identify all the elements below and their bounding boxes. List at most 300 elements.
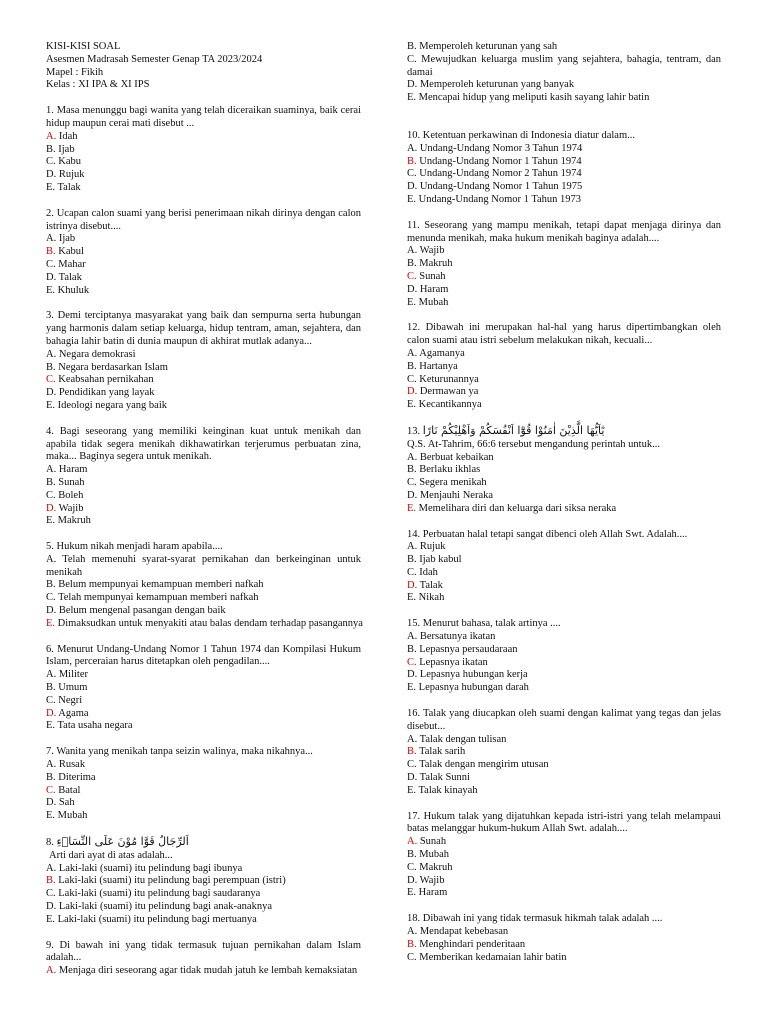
option-text: Laki-laki (suami) itu pelindung bagi perempuan (istri) xyxy=(58,875,286,887)
question-number: 15. xyxy=(407,618,421,630)
answer-option xyxy=(46,400,361,413)
answer-option xyxy=(46,515,361,528)
answer-option xyxy=(46,695,361,708)
answer-key-letter: D. xyxy=(46,502,57,514)
option-letter: A. xyxy=(46,553,57,565)
option-text: Makruh xyxy=(419,861,453,873)
option-text: Memperoleh keturunan yang sah xyxy=(419,41,558,52)
answer-option xyxy=(46,156,361,169)
option-letter: B. xyxy=(46,361,56,373)
answer-option xyxy=(407,503,721,516)
answer-option xyxy=(46,592,361,605)
option-text: Undang-Undang Nomor 2 Tahun 1974 xyxy=(419,168,582,180)
answer-option xyxy=(46,374,361,387)
question-text: Demi terciptanya masyarakat yang baik dan sempurna serta hubungan yang harmonis dalam setiap keluarga, hidup tentram, aman, sejahtera, dan bahagia lahir batin di dunia maupun di akhirat mutlak adanya... xyxy=(46,310,362,347)
option-text: Talak xyxy=(419,579,443,591)
option-text: Lepasnya persaudaraan xyxy=(419,643,518,655)
option-text: Kecantikannya xyxy=(418,399,482,411)
answer-key-letter: D. xyxy=(407,386,418,398)
question-stem xyxy=(46,541,361,554)
answer-key-letter: B. xyxy=(407,938,417,950)
option-letter: C. xyxy=(46,888,56,900)
option-letter: E. xyxy=(407,193,417,205)
answer-option xyxy=(407,54,721,80)
option-letter: E. xyxy=(407,399,417,411)
option-text: Mewujudkan keluarga muslim yang sejahtera, bahagia, tentram, dan damai xyxy=(407,53,722,78)
option-text: Wajib xyxy=(419,245,445,257)
exam-name: Asesmen Madrasah Semester Genap TA 2023/2024 xyxy=(46,53,263,65)
answer-key-letter: B. xyxy=(407,746,417,758)
option-text: Negara demokrasi xyxy=(58,348,136,360)
question-number: 2. xyxy=(46,207,54,219)
option-text: Belum mengenal pasangan dengan baik xyxy=(58,605,226,617)
answer-option xyxy=(407,734,721,747)
class-line: Kelas : XI IPA & XI IPS xyxy=(46,79,150,91)
answer-key-letter: C. xyxy=(407,656,417,668)
question-item xyxy=(46,426,361,528)
answer-option xyxy=(407,541,721,554)
option-text: Rujuk xyxy=(58,169,85,181)
question-item xyxy=(46,836,361,927)
answer-option xyxy=(407,143,721,156)
question-item xyxy=(46,746,361,823)
question-stem xyxy=(407,811,721,837)
option-text: Negara berdasarkan Islam xyxy=(58,361,168,373)
answer-option xyxy=(46,772,361,785)
answer-option xyxy=(46,272,361,285)
answer-option xyxy=(407,361,721,374)
answer-option xyxy=(407,836,721,849)
option-letter: D. xyxy=(407,283,418,295)
option-letter: D. xyxy=(46,901,57,913)
question-text: Dibawah ini yang tidak termasuk hikmah talak adalah .... xyxy=(422,913,663,925)
answer-option xyxy=(46,182,361,195)
answer-option xyxy=(407,79,721,92)
answer-key-letter: C. xyxy=(46,374,56,386)
question-number: 4. xyxy=(46,425,54,437)
answer-option xyxy=(46,233,361,246)
arabic-verse: اَلرِّجَالُ قَوَّا مُوْنَ عَلَى النِّسَاۤءِ xyxy=(56,835,189,849)
option-text: Lepasnya hubungan kerja xyxy=(419,669,528,681)
answer-option xyxy=(407,348,721,361)
option-text: Telah mempunyai kemampuan memberi nafkah xyxy=(58,592,259,604)
option-letter: D. xyxy=(407,489,418,501)
answer-option xyxy=(407,156,721,169)
question-text: Menurut bahasa, talak artinya .... xyxy=(422,618,561,630)
question-stem xyxy=(46,105,361,131)
option-text: Menghindari penderitaan xyxy=(419,938,526,950)
answer-option xyxy=(46,464,361,477)
question-stem xyxy=(407,130,721,143)
question-item xyxy=(407,811,721,901)
question-item xyxy=(407,220,721,310)
option-text: Talak dengan tulisan xyxy=(419,733,507,745)
answer-option xyxy=(407,875,721,888)
option-letter: C. xyxy=(407,759,417,771)
answer-option xyxy=(46,682,361,695)
answer-option xyxy=(407,567,721,580)
option-text: Laki-laki (suami) itu pelindung bagi anak-anaknya xyxy=(58,901,272,913)
option-text: Rusak xyxy=(58,759,86,771)
question-item xyxy=(407,425,721,516)
option-letter: A. xyxy=(46,862,57,874)
subject-line: Mapel : Fikih xyxy=(46,66,104,78)
answer-key-letter: B. xyxy=(46,246,56,258)
option-text: Haram xyxy=(58,464,88,476)
option-text: Pendidikan yang layak xyxy=(58,387,155,399)
answer-option xyxy=(407,452,721,465)
option-letter: A. xyxy=(46,348,57,360)
answer-option xyxy=(407,580,721,593)
option-text: Kabul xyxy=(58,246,84,258)
option-letter: C. xyxy=(407,951,417,963)
option-letter: C. xyxy=(407,477,417,489)
left-column xyxy=(46,41,361,978)
right-column xyxy=(407,41,721,964)
option-text: Laki-laki (suami) itu pelindung bagi mertuanya xyxy=(57,913,257,925)
question-text: Talak yang diucapkan oleh suami dengan kalimat yang tegas dan jelas disebut... xyxy=(407,708,721,732)
answer-key-letter: D. xyxy=(407,579,418,591)
answer-option xyxy=(407,92,721,105)
answer-option xyxy=(46,618,361,631)
option-text: Boleh xyxy=(58,489,84,501)
question-stem xyxy=(46,644,361,670)
answer-option xyxy=(46,349,361,362)
option-text: Agama xyxy=(58,707,89,719)
answer-option xyxy=(46,785,361,798)
answer-option xyxy=(407,785,721,798)
answer-option xyxy=(46,720,361,733)
question-stem xyxy=(46,940,361,966)
option-text: Keturunannya xyxy=(419,373,479,385)
answer-option xyxy=(407,194,721,207)
answer-key-letter: A. xyxy=(46,130,57,142)
answer-option xyxy=(46,169,361,182)
option-text: Negri xyxy=(58,694,83,706)
doc-title: KISI-KISI SOAL xyxy=(46,41,121,52)
option-letter: E. xyxy=(407,592,417,604)
option-text: Berbuat kebaikan xyxy=(419,451,494,463)
question-item xyxy=(407,913,721,964)
option-text: Telah memenuhi syarat-syarat pernikahan dan berkeinginan untuk menikah xyxy=(46,553,361,578)
option-text: Ideologi negara yang baik xyxy=(57,399,168,411)
question-item xyxy=(46,541,361,631)
answer-option xyxy=(407,464,721,477)
question-number: 8. xyxy=(46,837,54,849)
answer-key-letter: C. xyxy=(407,270,417,282)
option-text: Idah xyxy=(419,566,438,578)
answer-option xyxy=(407,657,721,670)
answer-option xyxy=(46,144,361,157)
question-verse-line xyxy=(407,425,721,439)
option-text: Haram xyxy=(418,887,448,899)
question-stem xyxy=(46,746,361,759)
answer-option xyxy=(407,297,721,310)
option-letter: D. xyxy=(407,669,418,681)
answer-key-letter: E. xyxy=(407,502,417,514)
answer-option xyxy=(407,258,721,271)
answer-key-letter: C. xyxy=(46,784,56,796)
option-text: Haram xyxy=(419,283,449,295)
option-letter: C. xyxy=(46,592,56,604)
answer-option xyxy=(407,862,721,875)
option-text: Ijab xyxy=(58,233,76,245)
option-letter: A. xyxy=(407,926,418,938)
question-item xyxy=(407,529,721,606)
option-text: Diterima xyxy=(58,771,96,783)
answer-option xyxy=(46,362,361,375)
question-number: 3. xyxy=(46,310,54,322)
question-text: Hukum nikah menjadi haram apabila.... xyxy=(56,541,223,553)
option-text: Lepasnya hubungan darah xyxy=(418,682,529,694)
option-text: Sunah xyxy=(419,270,446,282)
option-text: Ijab xyxy=(58,143,75,155)
question-stem: Q.S. At-Tahrim, 66:6 tersebut mengandung perintah untuk... xyxy=(407,438,660,450)
option-text: Mendapat kebebasan xyxy=(419,926,509,938)
option-letter: C. xyxy=(46,156,56,168)
option-letter: B. xyxy=(407,258,417,270)
option-text: Nikah xyxy=(418,592,445,604)
option-letter: A. xyxy=(407,733,418,745)
option-text: Memberikan kedamaian lahir batin xyxy=(419,951,567,963)
question-stem xyxy=(407,618,721,631)
answer-option xyxy=(46,669,361,682)
answer-key-letter: D. xyxy=(46,707,57,719)
option-text: Laki-laki (suami) itu pelindung bagi saudaranya xyxy=(58,888,261,900)
option-letter: E. xyxy=(46,810,56,822)
answer-option xyxy=(46,708,361,721)
answer-option xyxy=(407,181,721,194)
option-text: Memelihara diri dan keluarga dari siksa neraka xyxy=(418,502,617,514)
option-text: Undang-Undang Nomor 1 Tahun 1974 xyxy=(419,155,582,167)
answer-option xyxy=(46,285,361,298)
question-number: 17. xyxy=(407,810,421,822)
option-text: Talak xyxy=(58,271,82,283)
option-letter: C. xyxy=(407,566,417,578)
answer-option xyxy=(46,810,361,823)
option-letter: B. xyxy=(407,643,417,655)
option-letter: B. xyxy=(407,41,417,52)
answer-option xyxy=(407,759,721,772)
option-letter: A. xyxy=(46,759,57,771)
question-number: 1. xyxy=(46,105,54,117)
option-letter: A. xyxy=(46,233,57,245)
question-item xyxy=(46,208,361,298)
option-text: Talak Sunni xyxy=(419,772,470,784)
question-text: Di bawah ini yang tidak termasuk tujuan pernikahan dalam Islam adalah... xyxy=(46,939,361,964)
option-text: Menjauhi Neraka xyxy=(419,489,494,501)
option-letter: B. xyxy=(46,771,56,783)
option-text: Wajib xyxy=(58,502,84,514)
option-letter: D. xyxy=(46,797,57,809)
question-number: 12. xyxy=(407,322,421,334)
option-text: Dimaksudkan untuk menyakiti atau balas dendam terhadap pasangannya xyxy=(57,617,363,629)
option-text: Undang-Undang Nomor 1 Tahun 1973 xyxy=(418,193,582,205)
option-letter: D. xyxy=(46,387,57,399)
option-letter: B. xyxy=(46,682,56,694)
option-letter: C. xyxy=(46,489,56,501)
option-letter: B. xyxy=(407,554,417,566)
answer-option xyxy=(46,888,361,901)
option-letter: E. xyxy=(46,515,56,527)
question-item xyxy=(407,708,721,798)
question-number: 16. xyxy=(407,708,421,720)
question-stem xyxy=(46,208,361,234)
answer-option xyxy=(407,374,721,387)
answer-key-letter: A. xyxy=(46,965,57,977)
question-number: 5. xyxy=(46,541,54,553)
option-letter: C. xyxy=(407,373,417,385)
option-letter: A. xyxy=(407,541,418,553)
question-number: 10. xyxy=(407,129,421,141)
answer-option xyxy=(46,387,361,400)
option-letter: A. xyxy=(407,347,418,359)
answer-option xyxy=(407,554,721,567)
answer-key-letter: E. xyxy=(46,617,56,629)
question-item xyxy=(46,310,361,412)
option-letter: E. xyxy=(46,399,56,411)
answer-option xyxy=(46,965,361,978)
option-letter: D. xyxy=(46,169,57,181)
answer-key-letter: B. xyxy=(46,875,56,887)
answer-option xyxy=(407,477,721,490)
option-text: Mubah xyxy=(418,296,449,308)
option-text: Sunah xyxy=(419,836,447,848)
answer-option xyxy=(46,490,361,503)
question-text: Bagi seseorang yang memiliki keinginan kuat untuk menikah dan apabila tidak segera menikah dikhawatirkan terjerumus perbuatan zina, maka... Baginya segera untuk menikah. xyxy=(46,425,361,463)
option-letter: D. xyxy=(407,772,418,784)
option-text: Talak dengan mengirim utusan xyxy=(419,759,549,771)
option-text: Hartanya xyxy=(419,360,458,372)
question-item xyxy=(46,940,361,978)
answer-option xyxy=(407,772,721,785)
option-text: Kabu xyxy=(58,156,82,168)
option-letter: A. xyxy=(407,451,418,463)
answer-option xyxy=(46,554,361,580)
answer-option xyxy=(407,682,721,695)
question-item xyxy=(407,322,721,412)
option-text: Lepasnya ikatan xyxy=(419,656,488,668)
option-text: Segera menikah xyxy=(419,477,487,489)
option-letter: B. xyxy=(407,464,417,476)
option-text: Mahar xyxy=(58,258,86,270)
question-text: Ucapan calon suami yang berisi penerimaan nikah dirinya dengan calon istrinya disebut.... xyxy=(46,207,361,232)
answer-key-letter: B. xyxy=(407,155,417,167)
option-text: Berlaku ikhlas xyxy=(419,464,481,476)
answer-option xyxy=(407,939,721,952)
option-text: Batal xyxy=(58,784,81,796)
answer-option xyxy=(407,245,721,258)
option-text: Menjaga diri seseorang agar tidak mudah jatuh ke lembah kemaksiatan xyxy=(58,965,358,977)
option-text: Militer xyxy=(58,669,89,681)
option-text: Belum mempunyai kemampuan memberi nafkah xyxy=(58,579,264,591)
question-text: Seseorang yang mampu menikah, tetapi dapat menjaga dirinya dan menunda menikah, maka hukum menikah baginya adalah.... xyxy=(407,219,721,244)
question-number: 6. xyxy=(46,643,54,655)
question-stem xyxy=(407,529,721,542)
answer-option xyxy=(46,605,361,618)
question-stem xyxy=(46,310,361,348)
answer-option xyxy=(407,386,721,399)
option-letter: E. xyxy=(46,284,56,296)
option-text: Makruh xyxy=(57,515,91,527)
question-stem xyxy=(407,913,721,926)
question-verse-line xyxy=(46,836,361,850)
option-text: Ijab kabul xyxy=(419,554,462,566)
question-number: 18. xyxy=(407,913,421,925)
option-letter: A. xyxy=(407,631,418,643)
question-9-continuation xyxy=(407,41,721,105)
option-letter: D. xyxy=(407,181,418,193)
option-letter: B. xyxy=(407,360,417,372)
answer-option xyxy=(407,271,721,284)
left-question-list xyxy=(46,105,361,978)
option-text: Bersatunya ikatan xyxy=(419,631,496,643)
question-text: Dibawah ini merupakan hal-hal yang harus dipertimbangkan oleh calon suami atau istri sebelum melakukan nikah, kecuali... xyxy=(407,322,721,347)
answer-option xyxy=(407,669,721,682)
option-letter: E. xyxy=(46,913,56,925)
option-text: Memperoleh keturunan yang banyak xyxy=(419,79,575,91)
option-letter: A. xyxy=(46,464,57,476)
answer-option xyxy=(46,914,361,927)
question-number: 13. xyxy=(407,425,421,437)
question-stem: Arti dari ayat di atas adalah... xyxy=(49,849,173,861)
answer-option xyxy=(407,41,721,54)
option-letter: E. xyxy=(407,92,417,104)
option-letter: A. xyxy=(407,142,418,154)
question-item xyxy=(46,644,361,734)
option-text: Keabsahan pernikahan xyxy=(58,374,154,386)
option-text: Sunah xyxy=(58,476,85,488)
option-letter: C. xyxy=(46,694,56,706)
document-header xyxy=(46,41,361,92)
question-stem xyxy=(46,426,361,464)
answer-option xyxy=(46,246,361,259)
answer-option xyxy=(407,746,721,759)
option-letter: B. xyxy=(46,143,56,155)
question-item xyxy=(407,618,721,695)
question-stem xyxy=(407,708,721,734)
option-letter: B. xyxy=(46,476,56,488)
option-text: Khuluk xyxy=(57,284,90,296)
option-letter: C. xyxy=(407,53,417,65)
option-letter: E. xyxy=(407,296,417,308)
question-number: 9. xyxy=(46,939,54,951)
option-letter: A. xyxy=(46,669,57,681)
question-number: 7. xyxy=(46,746,54,758)
option-text: Sah xyxy=(58,797,75,809)
option-letter: E. xyxy=(46,720,56,732)
question-text: Hukum talak yang dijatuhkan kepada istri-istri yang telah melampaui batas melanggar hukum-hukum Allah Swt. adalah.... xyxy=(407,810,721,835)
question-text: Masa menunggu bagi wanita yang telah diceraikan suaminya, baik cerai hidup maupun cerai mati disebut ... xyxy=(46,105,361,129)
answer-option xyxy=(407,399,721,412)
option-text: Talak sarih xyxy=(419,746,466,758)
answer-option xyxy=(407,592,721,605)
option-text: Makruh xyxy=(419,258,453,270)
question-number: 14. xyxy=(407,528,421,540)
option-text: Tata usaha negara xyxy=(57,720,133,732)
option-text: Mencapai hidup yang meliputi kasih sayang lahir batin xyxy=(418,92,650,104)
option-text: Mubah xyxy=(57,810,88,822)
answer-option xyxy=(407,490,721,503)
option-text: Umum xyxy=(58,682,88,694)
question-text: Perbuatan halal tetapi sangat dibenci oleh Allah Swt. Adalah.... xyxy=(422,528,688,540)
answer-option xyxy=(407,849,721,862)
answer-option xyxy=(46,759,361,772)
option-letter: E. xyxy=(407,887,417,899)
option-letter: C. xyxy=(407,861,417,873)
answer-option xyxy=(407,284,721,297)
option-text: Rujuk xyxy=(419,541,446,553)
